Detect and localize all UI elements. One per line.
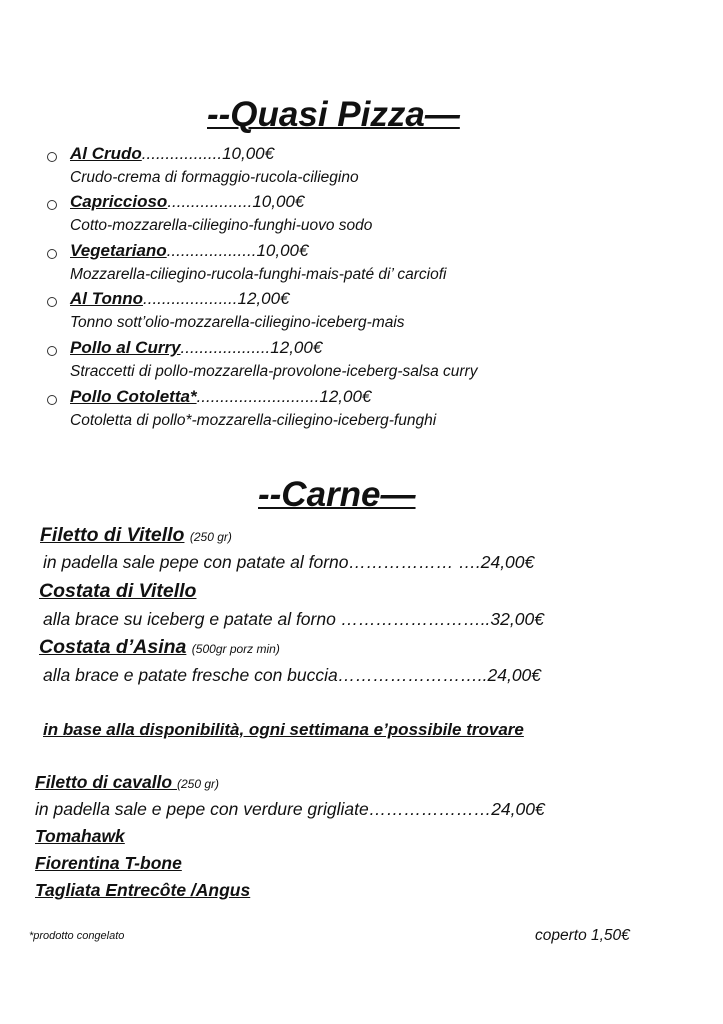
pizza-item <box>70 242 308 259</box>
item-name: Pollo Cotoletta* <box>70 387 197 406</box>
weekly-item-tomahawk: Tomahawk <box>35 826 125 846</box>
section-title-quasi-pizza: --Quasi Pizza— <box>207 95 460 134</box>
item-description: Cotto-mozzarella-ciliegino-funghi-uovo sodo <box>70 217 373 234</box>
bullet-icon <box>47 152 57 162</box>
bullet-icon <box>47 249 57 259</box>
pizza-item <box>70 339 322 356</box>
item-description: alla brace e patate fresche con buccia……………………..24,00€ <box>43 665 542 685</box>
item-name: Capriccioso <box>70 192 168 211</box>
item-name: Costata di Vitello <box>39 580 197 602</box>
item-price: 12,00€ <box>270 338 323 357</box>
item-description: Tonno sott’olio-mozzarella-ciliegino-iceberg-mais <box>70 314 405 331</box>
item-price: 10,00€ <box>256 241 309 260</box>
item-description: in padella sale pepe con patate al forno……………… ….24,00€ <box>43 552 535 572</box>
carne-item <box>40 526 232 546</box>
item-description: Cotoletta di pollo*-mozzarella-ciliegino-iceberg-funghi <box>70 412 437 429</box>
item-name: Vegetariano <box>70 241 167 260</box>
item-name: Filetto di Vitello <box>40 524 185 546</box>
item-description: alla brace su iceberg e patate al forno ……………………..32,00€ <box>43 609 544 629</box>
item-note: (250 gr) <box>176 777 220 791</box>
item-name: Al Tonno <box>70 289 144 308</box>
item-description: Crudo-crema di formaggio-rucola-ciliegino <box>70 169 359 186</box>
dots: ................. <box>141 144 223 163</box>
bullet-icon <box>47 297 57 307</box>
section-title-carne: --Carne— <box>258 475 416 514</box>
dots: ................... <box>166 241 257 260</box>
item-price: 10,00€ <box>252 192 305 211</box>
cover-charge: coperto 1,50€ <box>535 927 630 944</box>
item-price: 10,00€ <box>222 144 275 163</box>
pizza-item <box>70 290 289 307</box>
carne-item <box>39 582 196 602</box>
item-price: 12,00€ <box>237 289 290 308</box>
carne-item <box>39 638 280 658</box>
item-description: Straccetti di pollo-mozzarella-provolone-iceberg-salsa curry <box>70 363 478 380</box>
item-name: Costata d’Asina <box>39 636 187 658</box>
availability-notice: in base alla disponibilità, ogni settimana e’possibile trovare <box>43 720 524 739</box>
dots: .................... <box>143 289 238 308</box>
pizza-item <box>70 145 274 162</box>
dots: ................... <box>180 338 271 357</box>
item-description: in padella sale e pepe con verdure grigliate…………………24,00€ <box>35 799 545 819</box>
weekly-item <box>35 774 219 792</box>
item-note: (500gr porz min) <box>191 642 280 656</box>
dots: .......................... <box>196 387 320 406</box>
item-name: Pollo al Curry <box>70 338 181 357</box>
weekly-item-fiorentina: Fiorentina T-bone <box>35 853 182 873</box>
dots: .................. <box>167 192 253 211</box>
item-name: Al Crudo <box>70 144 142 163</box>
item-price: 12,00€ <box>319 387 372 406</box>
bullet-icon <box>47 395 57 405</box>
item-note: (250 gr) <box>189 530 232 544</box>
pizza-item <box>70 193 304 210</box>
bullet-icon <box>47 346 57 356</box>
bullet-icon <box>47 200 57 210</box>
pizza-item <box>70 388 371 405</box>
weekly-item-tagliata: Tagliata Entrecôte /Angus <box>35 880 251 900</box>
item-name: Filetto di cavallo <box>35 772 177 792</box>
frozen-product-note: *prodotto congelato <box>29 930 125 942</box>
item-description: Mozzarella-ciliegino-rucola-funghi-mais-paté di’ carciofi <box>70 266 447 283</box>
